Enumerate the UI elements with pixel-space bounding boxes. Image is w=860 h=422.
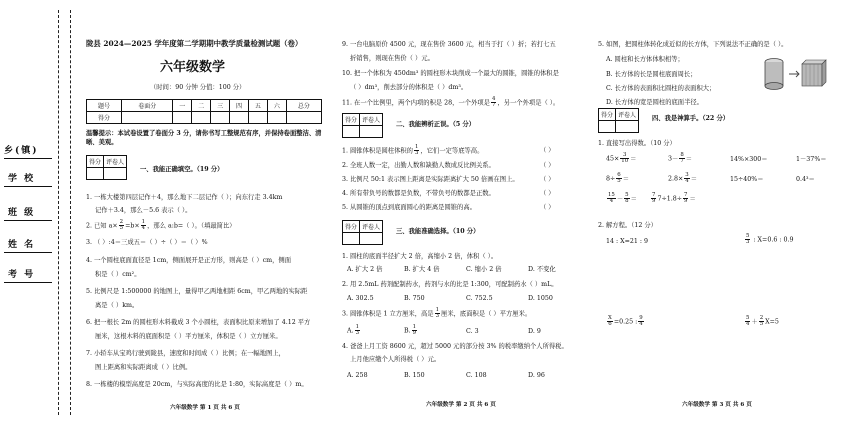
grader-score-cell[interactable] [599, 121, 616, 133]
question-5-line-2: 离是（ ）km。 [95, 302, 139, 309]
fraction [607, 193, 616, 205]
fraction-den: 10 [621, 158, 629, 165]
fraction-num: 3 [685, 172, 689, 178]
calc-eq: ＝ [630, 195, 637, 203]
grader-score-label: 得分 [343, 221, 360, 233]
fraction-den: 3 [435, 313, 440, 320]
judge-3: 3. 比例尺 50:1 表示图上距离是实际距离扩大 50 倍画在图上。 [342, 176, 519, 183]
calc-minus: － [616, 195, 624, 203]
fraction [620, 153, 629, 165]
choice-1-option[interactable]: B. 扩大 4 倍 [404, 266, 440, 273]
choice-5-option[interactable]: C. 长方体的表面积比圆柱的表面积大； [606, 85, 716, 92]
score-header: 三 [211, 100, 230, 112]
choice-4-line-2: 上月他应缴个人所得税（ ）元。 [350, 356, 441, 363]
score-cell[interactable] [173, 112, 192, 124]
fraction [684, 173, 689, 185]
choice-3-option[interactable]: D. 9 [528, 328, 541, 335]
fraction-den: 4 [609, 198, 614, 205]
question-7: 7. 小轿车从宝鸡行驶到陇县，速度和时间成（ ）比例；在一幅地图上， [86, 350, 285, 357]
score-cell[interactable] [248, 112, 267, 124]
judge-answer-2[interactable]: （ ） [540, 162, 555, 169]
fraction [651, 193, 656, 205]
fraction-num: 2 [119, 219, 124, 225]
fraction [745, 316, 750, 328]
calc-eq: ＝ [622, 175, 630, 183]
fraction-num: 1 [355, 324, 359, 330]
score-cell[interactable] [122, 112, 173, 124]
fraction-den: 4 [141, 225, 146, 232]
grader-box-4 [598, 108, 639, 133]
binding-label-class: 班 级 [8, 208, 36, 218]
grader-reviewer-cell[interactable] [360, 126, 383, 138]
equation-3[interactable] [606, 316, 645, 328]
calc-eq: ＝ [690, 175, 698, 183]
judge-answer-1[interactable]: （ ） [540, 147, 555, 154]
judge-1 [342, 145, 483, 157]
score-header: 六 [267, 100, 286, 112]
choice-1-option[interactable]: D. 不变化 [528, 266, 556, 273]
fraction [745, 234, 750, 246]
choice-5: 5. 如图，把圆柱体转化成近似的长方体，下列说法不正确的是（ ）。 [598, 41, 788, 48]
calc-item[interactable] [606, 153, 636, 165]
score-cell[interactable] [286, 112, 321, 124]
fraction-den: 4 [639, 321, 643, 328]
fraction-den: 3 [355, 330, 359, 337]
fraction-den: 5 [759, 321, 764, 328]
judge-4: 4. 所有带负号的数都是负数，不带负号的数都是正数。 [342, 190, 495, 197]
fraction-den: 7 [491, 102, 496, 109]
judge-answer-4[interactable]: （ ） [540, 190, 555, 197]
fraction [607, 316, 613, 328]
option-letter: A. [347, 327, 354, 335]
calc-eq: ＝ [689, 195, 696, 203]
fraction-den: 9 [412, 330, 417, 337]
question-4: 4. 一个圆柱底面直径是 1cm，侧面展开是正方形，则高是（ ）cm，侧面 [86, 257, 292, 264]
binding-field-town[interactable] [4, 158, 52, 159]
equation-plus: ＋ [751, 318, 758, 326]
fraction-num: 3 [620, 153, 629, 159]
equation-text: : X=0.6 : 0.9 [751, 236, 794, 244]
fraction-num: 8 [680, 152, 684, 158]
option-letter: B. [404, 327, 411, 335]
question-9-line-2: 折销售，则现在售价（ ）元。 [350, 55, 434, 62]
fraction-num: 6 [617, 172, 621, 178]
fraction [414, 145, 419, 157]
fraction-num: 7 [684, 192, 688, 198]
question-5: 5. 比例尺是 1:500000 的地图上，量得甲乙两地相距 6cm，甲乙两地的实际距 [86, 288, 308, 295]
binding-line-2 [70, 10, 71, 415]
choice-3-option[interactable] [404, 325, 418, 337]
question-3: 3. （ ）:4＝三成五＝（ ）÷（ ）＝（ ）% [86, 239, 208, 246]
grader-reviewer-label: 评卷人 [616, 109, 639, 121]
choice-4-option[interactable]: C. 108 [466, 372, 487, 379]
page-footer-1: 六年级数学 第 1 页 共 6 页 [170, 405, 240, 411]
fraction [435, 308, 440, 320]
question-6: 6. 把一根长 2m 的圆柱形木料截成 3 个小圆柱，表面积比原来增加了 4.12 平方 [86, 319, 311, 326]
binding-label-name: 姓 名 [8, 240, 36, 250]
calc-item[interactable]: 14%×300＝ [730, 156, 768, 163]
fraction-num: 1 [141, 219, 146, 225]
calc-text: 8÷ [606, 175, 616, 183]
direct-calc-title: 1. 直接写出得数。（10 分） [598, 140, 676, 147]
binding-field-school[interactable] [4, 186, 52, 187]
calc-text: 45× [606, 155, 620, 163]
score-header: 总分 [286, 100, 321, 112]
question-10: 10. 把一个体积为 450dm³ 的圆柱形木块削成一个最大的圆锥，圆锥的体积是 [342, 70, 559, 77]
question-1-line-2: 记作＋3.4，那么－5.6 表示（ ）。 [95, 207, 192, 214]
calc-item[interactable] [668, 153, 692, 165]
grader-box-3 [342, 220, 383, 245]
choice-2-option[interactable]: D. 1050 [528, 295, 553, 302]
calc-eq: ＝ [630, 155, 637, 163]
grader-reviewer-label: 评卷人 [360, 114, 383, 126]
binding-label-town: 乡(镇) [4, 146, 39, 156]
equation-text: =0.25 : [613, 318, 638, 326]
fraction-den: 9 [652, 198, 656, 205]
fraction-num: 1 [435, 307, 440, 313]
fraction-den: 9 [684, 198, 688, 205]
school-title: 陇县 2024—2025 学年度第二学期期中教学质量检测试题（卷） [86, 39, 303, 48]
question-1: 1. 一栋大楼第四层记作＋4，那么地下二层记作（ ）；向东行走 3.4km [86, 194, 283, 201]
q2-text-c: ，那么 a:b=（ ）。（填最简比） [147, 222, 236, 230]
grader-reviewer-cell[interactable] [360, 233, 383, 245]
grader-reviewer-cell[interactable] [616, 121, 639, 133]
choice-3 [342, 308, 531, 320]
grader-score-cell[interactable] [87, 168, 104, 180]
fraction [491, 97, 496, 109]
binding-field-name[interactable] [4, 252, 52, 253]
score-header: 二 [192, 100, 211, 112]
choice-5-option[interactable]: B. 长方体的长是圆柱底面周长； [606, 71, 697, 78]
fraction [119, 220, 124, 232]
fraction-num: 1 [412, 324, 417, 330]
j1-text-b: ，它们一定等底等高。 [420, 147, 484, 155]
fraction-num: 7 [652, 192, 656, 198]
choice-4-option[interactable]: D. 96 [528, 372, 545, 379]
fraction [683, 193, 688, 205]
question-2 [86, 220, 236, 232]
binding-field-class[interactable] [4, 220, 52, 221]
judge-answer-3[interactable]: （ ） [540, 176, 555, 183]
fraction-den: 5 [617, 178, 621, 185]
fraction [616, 173, 621, 185]
calc-item[interactable]: 0.4³＝ [796, 176, 815, 183]
notice: 温馨提示：本试卷设置了卷面分 3 分，请你书写工整规范有序，并保持卷面整洁、清晰、美观。 [86, 130, 322, 146]
fraction-den: 8 [625, 198, 629, 205]
grader-reviewer-cell[interactable] [104, 168, 127, 180]
fraction-den: 4 [685, 178, 689, 185]
fraction-den: 3 [414, 150, 419, 157]
fraction-num: 2 [759, 315, 764, 321]
choice-5-option[interactable]: A. 圆柱和长方体体积相等； [606, 56, 684, 63]
binding-label-number: 考 号 [8, 270, 36, 280]
fraction-num: 9 [639, 315, 643, 321]
fraction [355, 325, 360, 337]
fraction-num: 5 [746, 315, 750, 321]
choice-3-option[interactable] [347, 325, 361, 337]
calc-item[interactable]: 1－37%＝ [796, 156, 827, 163]
fraction-den: 6 [608, 321, 612, 328]
calc-item[interactable] [606, 193, 637, 205]
fraction [679, 153, 684, 165]
fraction [638, 316, 643, 328]
calc-eq: ＝ [685, 155, 693, 163]
question-10-line-2: （ ）dm³，削去部分的体积是（ ）dm³。 [350, 84, 468, 91]
score-cell[interactable] [192, 112, 211, 124]
q2-text-b: =b× [125, 222, 140, 230]
equation-1[interactable]: 14 : X=21 : 9 [606, 238, 649, 245]
question-4-line-2: 积是（ ）cm²。 [95, 271, 141, 278]
calc-text: 7÷1.8÷ [657, 195, 683, 203]
grader-score-cell[interactable] [343, 233, 360, 245]
fraction [141, 220, 146, 232]
section-3-title: 三、我能准确选择。（10 分） [396, 228, 480, 235]
calc-item[interactable] [650, 193, 696, 205]
j1-text-a: 1. 圆锥体积是圆柱体积的 [342, 147, 413, 155]
question-7-line-2: 图上距离和实际距离成（ ）比例。 [95, 364, 192, 371]
page-footer-3: 六年级数学 第 3 页 共 6 页 [682, 402, 752, 408]
section-4-title: 四、我是神算手。（22 分） [652, 115, 730, 122]
score-cell[interactable] [211, 112, 230, 124]
choice-2: 2. 用 2.5mL 药剂配制药水，药剂与水的比是 1:300，可配制药水（ ）mL。 [342, 281, 558, 288]
grader-score-cell[interactable] [343, 126, 360, 138]
fraction [412, 325, 417, 337]
grader-score-label: 得分 [87, 156, 104, 168]
choice-5-option[interactable]: D. 长方体的宽是圆柱的底面半径。 [606, 99, 703, 106]
choice-2-option[interactable]: B. 750 [404, 295, 425, 302]
solve-equation-title: 2. 解方程。（12 分） [598, 222, 657, 229]
score-cell[interactable] [230, 112, 249, 124]
choice-1-option[interactable]: C. 缩小 2 倍 [466, 266, 502, 273]
grader-score-label: 得分 [599, 109, 616, 121]
question-9: 9. 一台电脑原价 4500 元，现在售价 3600 元，相当于打（ ）折；若打七五 [342, 41, 556, 48]
time-info: （时间：90 分钟 分值：100 分） [150, 84, 246, 91]
equation-text: X=5 [765, 318, 779, 326]
score-header: 题号 [87, 100, 122, 112]
grader-box-2 [342, 113, 383, 138]
q2-text-a: 2. 已知 a× [86, 222, 118, 230]
calc-item[interactable]: 15÷40%＝ [730, 176, 764, 183]
subject-title: 六年级数学 [160, 60, 226, 75]
question-8: 8. 一栋楼的模型高度是 20cm，与实际高度的比是 1:80，实际高度是（ ）m。 [86, 381, 308, 388]
question-11 [342, 97, 559, 109]
score-row-label: 得分 [87, 112, 122, 124]
judge-5: 5. 从圆锥的顶点到底面圆心的距离是圆锥的高。 [342, 204, 476, 211]
score-header: 四 [230, 100, 249, 112]
section-1-title: 一、我能正确填空。（19 分） [140, 166, 224, 173]
score-cell[interactable] [267, 112, 286, 124]
grader-reviewer-label: 评卷人 [104, 156, 127, 168]
q11-text-b: ，另一个外项是（ ）。 [497, 99, 560, 107]
choice-4-option[interactable]: B. 150 [404, 372, 425, 379]
fraction-den: 7 [680, 158, 684, 165]
question-6-line-2: 厘米，这根木料的底面积是（ ）平方厘米，体积是（ ）立方厘米。 [95, 333, 282, 340]
choice-2-option[interactable]: C. 752.5 [466, 295, 493, 302]
binding-line [58, 10, 59, 415]
grader-box-1 [86, 155, 127, 180]
judge-answer-5[interactable]: （ ） [540, 204, 555, 211]
calc-text: 3－ [668, 155, 679, 163]
c3-text-b: 厘米，底面积是（ ）平方厘米。 [441, 310, 532, 318]
choice-1: 1. 圆柱的底面半径扩大 2 倍，高缩小 2 倍，体积（ ）。 [342, 253, 498, 260]
choice-4: 4. 爸爸上月工资 8600 元，超过 5000 元的部分按 3% 的税率缴纳个人所得税。 [342, 343, 568, 350]
q11-text-a: 11. 在一个比例里，两个内项的积是 28，一个外项是 [342, 99, 490, 107]
grader-reviewer-label: 评卷人 [360, 221, 383, 233]
equation-2[interactable] [744, 234, 793, 246]
calc-item[interactable] [668, 173, 697, 185]
choice-1-option[interactable]: A. 扩大 2 倍 [347, 266, 383, 273]
score-table [86, 99, 322, 124]
fraction-num: 15 [608, 192, 615, 198]
fraction-num: 1 [414, 144, 419, 150]
fraction-num: 5 [746, 233, 750, 239]
calc-text: 2.8× [668, 175, 684, 183]
page-footer-2: 六年级数学 第 2 页 共 6 页 [426, 402, 496, 408]
equation-4[interactable] [744, 316, 779, 328]
fraction-den: 3 [746, 239, 750, 246]
fraction-num: X [608, 315, 612, 321]
grader-score-label: 得分 [343, 114, 360, 126]
choice-3-option[interactable]: C. 3 [466, 328, 479, 335]
fraction-den: 4 [746, 321, 750, 328]
fraction-den: 5 [119, 225, 124, 232]
fraction-num: 4 [491, 96, 496, 102]
binding-field-number[interactable] [4, 282, 52, 283]
cylinder-to-cuboid-figure [762, 56, 828, 92]
score-header: 一 [173, 100, 192, 112]
calc-item[interactable] [606, 173, 629, 185]
choice-4-option[interactable]: A. 258 [347, 372, 368, 379]
choice-2-option[interactable]: A. 302.5 [347, 295, 374, 302]
fraction-num: 5 [625, 192, 629, 198]
binding-label-school: 学 校 [8, 174, 36, 184]
notice-text [86, 129, 326, 147]
section-2-title: 二、我能辨析正误。（5 分） [396, 121, 475, 128]
judge-2: 2. 全班人数一定，出勤人数和缺勤人数成反比例关系。 [342, 162, 495, 169]
c3-text-a: 3. 圆锥体积是 1 立方厘米，高是 [342, 310, 434, 318]
fraction [759, 316, 764, 328]
fraction [624, 193, 629, 205]
score-header: 五 [248, 100, 267, 112]
score-header: 卷面分 [122, 100, 173, 112]
